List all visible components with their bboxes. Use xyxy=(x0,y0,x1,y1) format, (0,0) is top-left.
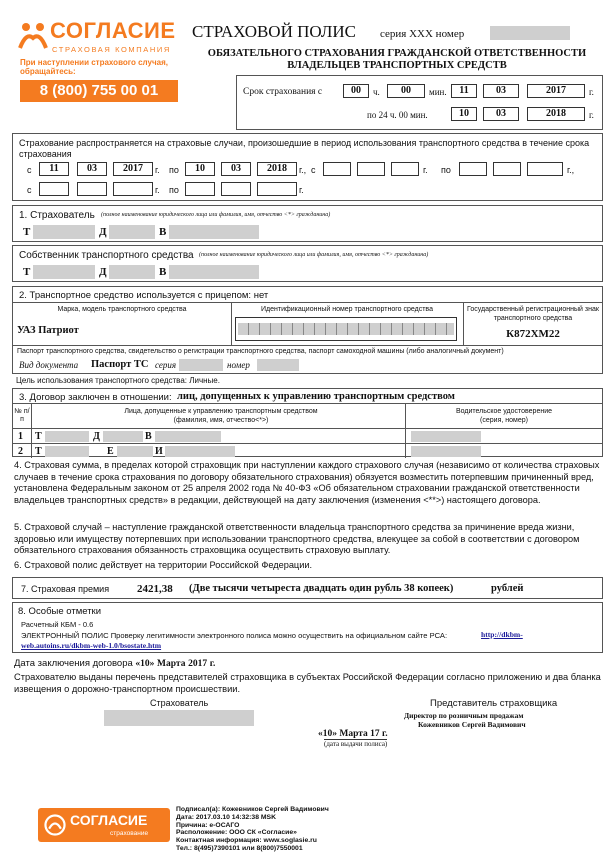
period-to-year: 2018 xyxy=(257,162,297,176)
clause-5: 5. Страховой случай – наступление гражданской ответственности владельца транспортного средства за причинение вреда жизни, здоровью или имуществу потерпевших при использовании транспортного средства, влекущее за собой в соответствии с договором обязательного страхования обязанность страховщика осуществить страховую выплату. xyxy=(14,522,580,555)
period-text: Страхование распространяется на страховые случаи, произошедшие в период использования транспортного средства в течение срока страхования xyxy=(19,138,590,159)
doc-seria-redacted xyxy=(179,359,223,371)
contract-date-g: г. xyxy=(209,659,216,669)
contract-date-year: 2017 xyxy=(188,659,208,669)
sig-date: Дата: 2017.03.10 14:32:38 MSK xyxy=(176,813,276,821)
issue-g: г. xyxy=(382,729,388,739)
insurer-initial-2: Д xyxy=(99,226,107,238)
term-from-year: 2017 xyxy=(527,84,585,98)
term-from-day: 11 xyxy=(451,84,477,98)
col-license: Водительское удостоверение (серия, номер) xyxy=(455,408,553,424)
period-empty-a1 xyxy=(323,162,351,176)
vehicle-reg: К872ХМ22 xyxy=(506,328,560,340)
insurer-hint: (полное наименование юридического лица или фамилия, имя, отчество <*> гражданина) xyxy=(101,212,331,218)
driver-initial-1: Т xyxy=(35,431,42,442)
period-empty-a4 xyxy=(459,162,487,176)
term-from-month: 03 xyxy=(483,84,519,98)
owner-label: Собственник транспортного средства xyxy=(19,250,194,261)
logo-people-icon xyxy=(18,20,48,50)
brand-logo xyxy=(18,18,188,56)
insured-sign-redacted xyxy=(104,710,254,726)
contract-date xyxy=(14,658,215,669)
driver-redact xyxy=(45,431,89,442)
premium-value: 2421,38 xyxy=(137,583,173,595)
term-to-month: 03 xyxy=(483,107,519,121)
sig-tel: Тел.: 8(495)7390101 или 8(800)7550001 xyxy=(176,844,303,852)
premium-label: 7. Страховая премия xyxy=(21,584,110,594)
rep-name: Кожевников Сергей Вадимович xyxy=(418,720,526,729)
period-g-1: г. xyxy=(155,165,160,175)
policy-title: СТРАХОВОЙ ПОЛИС xyxy=(192,22,356,41)
series-label: серия XXX номер xyxy=(380,28,465,40)
premium-unit: рублей xyxy=(491,583,524,594)
period-g-4: г., xyxy=(567,165,575,175)
insurer-redact-2 xyxy=(109,225,155,239)
issue-year: 17 xyxy=(370,729,380,739)
driver-redact xyxy=(155,431,221,442)
owner-initial-1: Т xyxy=(23,266,31,278)
period-empty-a5 xyxy=(493,162,521,176)
period-empty-b5 xyxy=(221,182,251,196)
issued-text: Страхователю выданы перечень представителей страховщика в субъектах Российской Федерации согласно приложению и два бланка извещения о дорожно-транспортном происшествии. xyxy=(14,672,601,694)
insurer-redact-1 xyxy=(33,225,95,239)
clause-6: 6. Страховой полис действует на территории Российской Федерации. xyxy=(14,560,313,570)
period-g-5: г. xyxy=(155,185,160,195)
vehicle-table xyxy=(13,302,602,346)
period-empty-b1 xyxy=(39,182,69,196)
drivers-table xyxy=(13,403,602,457)
term-h-label: ч. xyxy=(373,87,380,97)
owner-redact-2 xyxy=(109,265,155,279)
stamp-brand: СОГЛАСИЕ xyxy=(70,812,148,828)
period-to-month: 03 xyxy=(221,162,251,176)
insured-sign-label: Страхователь xyxy=(150,698,209,708)
insurer-redact-3 xyxy=(169,225,259,239)
signature-logo xyxy=(38,808,170,842)
doc-value: Паспорт ТС xyxy=(91,359,149,370)
period-empty-b6 xyxy=(257,182,297,196)
driver-initial-3: В xyxy=(145,431,152,442)
col-vin: Идентификационный номер транспортного средства xyxy=(261,306,433,313)
period-from-month: 03 xyxy=(77,162,107,176)
term-min-label: мин. xyxy=(429,87,447,97)
rep-position: Директор по розничным продажам xyxy=(404,711,524,720)
contract-date-label: Дата заключения договора xyxy=(14,658,133,669)
owner-redact-3 xyxy=(169,265,259,279)
driver-redact xyxy=(103,431,143,442)
clause-4: 4. Страховая сумма, в пределах которой страховщик при наступлении каждого страхового случая (независимо от количества страховых случаев в течение срока страхования по договору обязательного страхования) обязуется возместить потерпевшим причиненный вред, установлена Федеральным законом от 25 апреля 2002 года № 40-ФЗ «Об обязательном страховании гражданской ответственности владельцев транспортных средств» в редакции, действующей на дату заключения (изменения <**>) настоящего договора. xyxy=(14,460,600,505)
doc-label: Вид документа xyxy=(19,360,79,370)
sig-contacts: Контактная информация: www.soglasie.ru xyxy=(176,837,317,845)
brand-notice: При наступлении страхового случая, обращайтесь: xyxy=(20,58,168,76)
notes-epolicy: ЭЛЕКТРОННЫЙ ПОЛИС Проверку легитимности электронного полиса можно осуществить на официальном сайте РСА: xyxy=(21,631,448,640)
col-driver-name: Лица, допущенные к управлению транспортным средством (фамилия, имя, отчество<*>) xyxy=(124,408,318,424)
period-po-3: по xyxy=(169,185,179,195)
doc-nomer: номер xyxy=(227,360,250,370)
driver-initial-2: Д xyxy=(93,431,100,442)
drivers-title: 3. Договор заключен в отношении: xyxy=(19,392,172,403)
period-to-day: 10 xyxy=(185,162,215,176)
drivers-title-b: лиц, допущенных к управлению транспортным средством xyxy=(177,391,455,402)
license-redact xyxy=(411,446,481,457)
period-po-2: по xyxy=(441,165,451,175)
term-g-label-2: г. xyxy=(589,110,594,120)
col-n: № п/п xyxy=(14,408,30,423)
period-g-2: г., xyxy=(299,165,307,175)
term-to-year: 2018 xyxy=(527,107,585,121)
driver-redact xyxy=(45,446,89,457)
signature-details xyxy=(176,806,329,853)
term-from-label: Срок страхования с xyxy=(243,87,323,97)
term-g-label: г. xyxy=(589,87,594,97)
issue-date-caption: (дата выдачи полиса) xyxy=(324,740,388,748)
brand-subtitle: СТРАХОВАЯ КОМПАНИЯ xyxy=(52,45,171,54)
vin-redacted xyxy=(238,323,454,335)
owner-box xyxy=(12,245,603,282)
period-s-3: с xyxy=(27,185,32,195)
driver-initial-3: И xyxy=(155,446,163,457)
driver-redact xyxy=(117,446,153,457)
owner-redact-1 xyxy=(33,265,95,279)
notes-label: 8. Особые отметки xyxy=(18,606,102,617)
row-number: 1 xyxy=(18,431,23,442)
policy-subtitle-1: ОБЯЗАТЕЛЬНОГО СТРАХОВАНИЯ ГРАЖДАНСКОЙ ОТВЕТСТВЕННОСТИ xyxy=(207,48,587,59)
trailer-line: 2. Транспортное средство используется с прицепом: нет xyxy=(19,290,269,301)
contract-date-month: Марта xyxy=(157,659,186,669)
doc-nomer-redacted xyxy=(257,359,299,371)
vin-cells xyxy=(235,317,457,341)
notes-box xyxy=(12,602,603,653)
term-to-day: 10 xyxy=(451,107,477,121)
doc-seria: серия xyxy=(155,360,177,370)
sig-reason: Причина: е-ОСАГО xyxy=(176,821,240,829)
notes-kbm: Расчетный КБМ - 0.6 xyxy=(21,620,94,629)
contract-date-day: «10» xyxy=(135,659,155,669)
owner-initial-3: В xyxy=(159,266,167,278)
period-g-3: г. xyxy=(423,165,428,175)
term-minute: 00 xyxy=(387,84,425,98)
col-model: Марка, модель транспортного средства xyxy=(57,306,187,313)
rsa-link-part2[interactable]: web.autoins.ru/dkbm-web-1.0/bsostate.htm xyxy=(21,641,162,650)
brand-phone: 8 (800) 755 00 01 xyxy=(20,80,178,102)
period-empty-b3 xyxy=(113,182,153,196)
period-empty-b2 xyxy=(77,182,107,196)
issue-month: Марта xyxy=(339,729,368,739)
driver-redact xyxy=(165,446,235,457)
period-s-1: с xyxy=(27,165,32,175)
term-to-label: по 24 ч. 00 мин. xyxy=(367,110,428,120)
insurer-label: 1. Страхователь xyxy=(19,210,95,221)
policy-subtitle-2: ВЛАДЕЛЬЦЕВ ТРАНСПОРТНЫХ СРЕДСТВ xyxy=(287,60,507,71)
policy-number-redacted xyxy=(490,26,570,40)
rsa-link-part1[interactable]: http://dkbm- xyxy=(481,630,523,639)
insurer-box xyxy=(12,205,603,242)
period-po-1: по xyxy=(169,165,179,175)
period-g-6: г. xyxy=(299,185,304,195)
period-empty-a6 xyxy=(527,162,563,176)
rep-label: Представитель страховщика xyxy=(430,698,558,709)
sig-location: Расположение: ООО СК «Согласие» xyxy=(176,829,297,837)
period-empty-b4 xyxy=(185,182,215,196)
premium-words: (Две тысячи четыреста двадцать один рубль 38 копеек) xyxy=(189,583,454,594)
row-number: 2 xyxy=(18,446,23,457)
insurer-initial-3: В xyxy=(159,226,167,238)
brand-name: СОГЛАСИЕ xyxy=(50,18,176,43)
issue-date xyxy=(318,729,388,739)
logo-people-icon-stamp xyxy=(44,814,66,836)
period-box xyxy=(12,133,603,201)
term-hour: 00 xyxy=(343,84,369,98)
period-from-day: 11 xyxy=(39,162,69,176)
period-from-year: 2017 xyxy=(113,162,153,176)
issue-day: «10» xyxy=(318,729,337,739)
col-reg: Государственный регистрационный знак транспортного средства xyxy=(467,306,599,322)
owner-hint: (полное наименование юридического лица или фамилия, имя, отчество <*> гражданина) xyxy=(199,252,429,258)
sig-signed: Подписал(а): Кожевников Сергей Вадимович xyxy=(176,806,329,813)
stamp-sub: страхование xyxy=(110,830,149,837)
period-empty-a2 xyxy=(357,162,385,176)
premium-box xyxy=(12,577,603,599)
insurer-initial-1: Т xyxy=(23,226,31,238)
period-empty-a3 xyxy=(391,162,419,176)
driver-initial-1: Т xyxy=(35,446,42,457)
license-redact xyxy=(411,431,481,442)
vehicle-model: УАЗ Патриот xyxy=(17,325,79,336)
driver-initial-2: Е xyxy=(107,446,114,457)
term-box xyxy=(236,75,603,130)
owner-initial-2: Д xyxy=(99,266,107,278)
period-s-2: с xyxy=(311,165,316,175)
vehicle-box xyxy=(12,286,603,374)
drivers-box xyxy=(12,388,603,457)
passport-text: Паспорт транспортного средства, свидетельство о регистрации транспортного средства, паспорт самоходной машины (либо аналогичный документ) xyxy=(17,348,504,355)
purpose-line: Цель использования транспортного средства: Личные. xyxy=(16,376,220,385)
